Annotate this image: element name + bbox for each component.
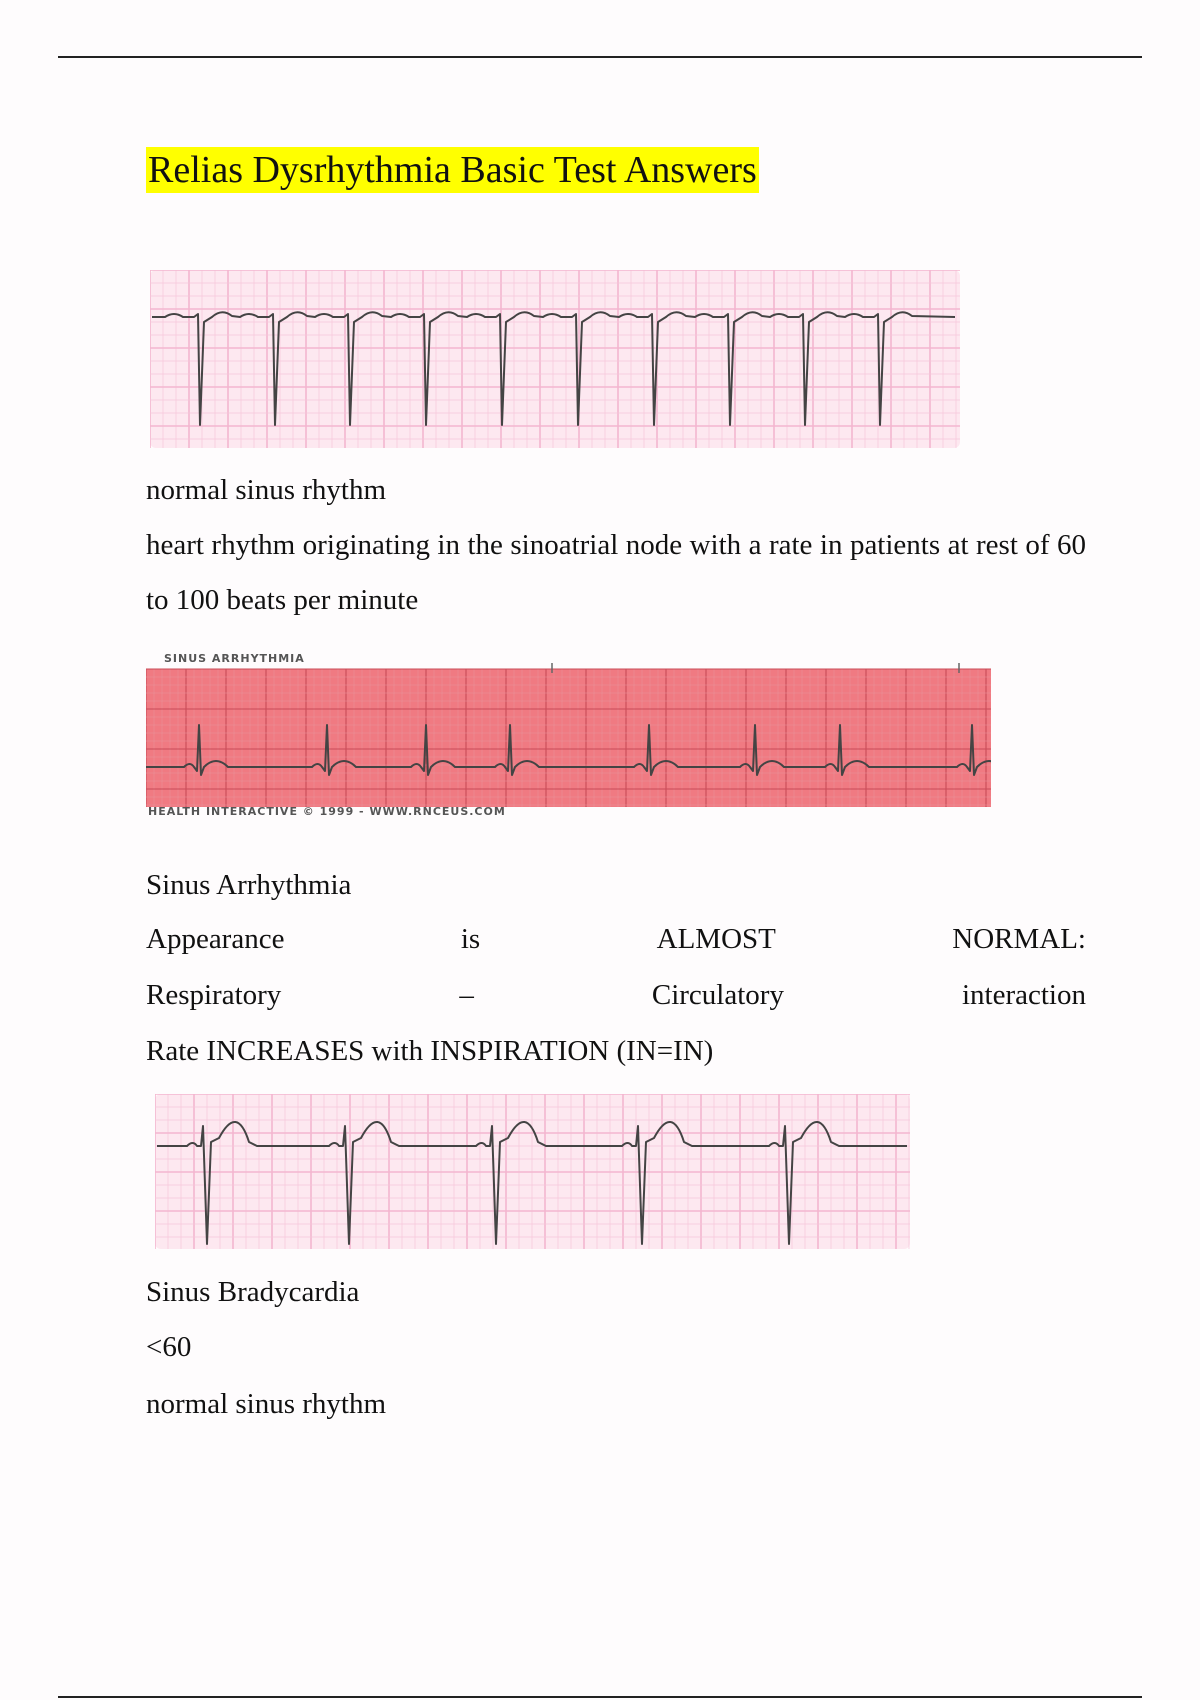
header-rule xyxy=(58,56,1142,58)
ecg-strip-normal-sinus xyxy=(150,270,960,448)
word: Appearance xyxy=(146,923,285,955)
word: ALMOST xyxy=(656,923,776,955)
word: Respiratory xyxy=(146,979,282,1011)
ecg-grid xyxy=(155,1094,910,1249)
term-normal-sinus-rhythm: normal sinus rhythm xyxy=(146,474,387,506)
document-title: Relias Dysrhythmia Basic Test Answers xyxy=(148,149,757,191)
word: – xyxy=(459,979,474,1011)
ecg-grid xyxy=(150,270,960,448)
sinus-arrhythmia-line-1 xyxy=(146,922,1086,956)
footer-rule xyxy=(58,1696,1142,1698)
word: is xyxy=(460,923,481,955)
note-sinus-bradycardia: normal sinus rhythm xyxy=(146,1388,387,1420)
ecg-strip-sinus-arrhythmia xyxy=(146,645,991,825)
term-sinus-arrhythmia: Sinus Arrhythmia xyxy=(146,869,352,901)
rate-sinus-bradycardia: <60 xyxy=(146,1331,192,1363)
strip-top-label: SINUS ARRHYTHMIA xyxy=(164,652,305,665)
ecg-strip-sinus-bradycardia xyxy=(155,1094,910,1249)
word: interaction xyxy=(961,979,1086,1011)
definition-normal-sinus-rhythm: heart rhythm originating in the sinoatrial node with a rate in patients at rest of 60 to 100 beats per minute xyxy=(146,529,1086,616)
sinus-arrhythmia-line-3: Rate INCREASES with INSPIRATION (IN=IN) xyxy=(146,1035,714,1067)
term-sinus-bradycardia: Sinus Bradycardia xyxy=(146,1276,360,1308)
word: Circulatory xyxy=(651,979,784,1011)
sinus-arrhythmia-line-2 xyxy=(146,978,1086,1012)
strip-bottom-label: HEALTH INTERACTIVE © 1999 - WWW.RNCEUS.COM xyxy=(148,805,506,818)
word: NORMAL: xyxy=(952,923,1086,955)
